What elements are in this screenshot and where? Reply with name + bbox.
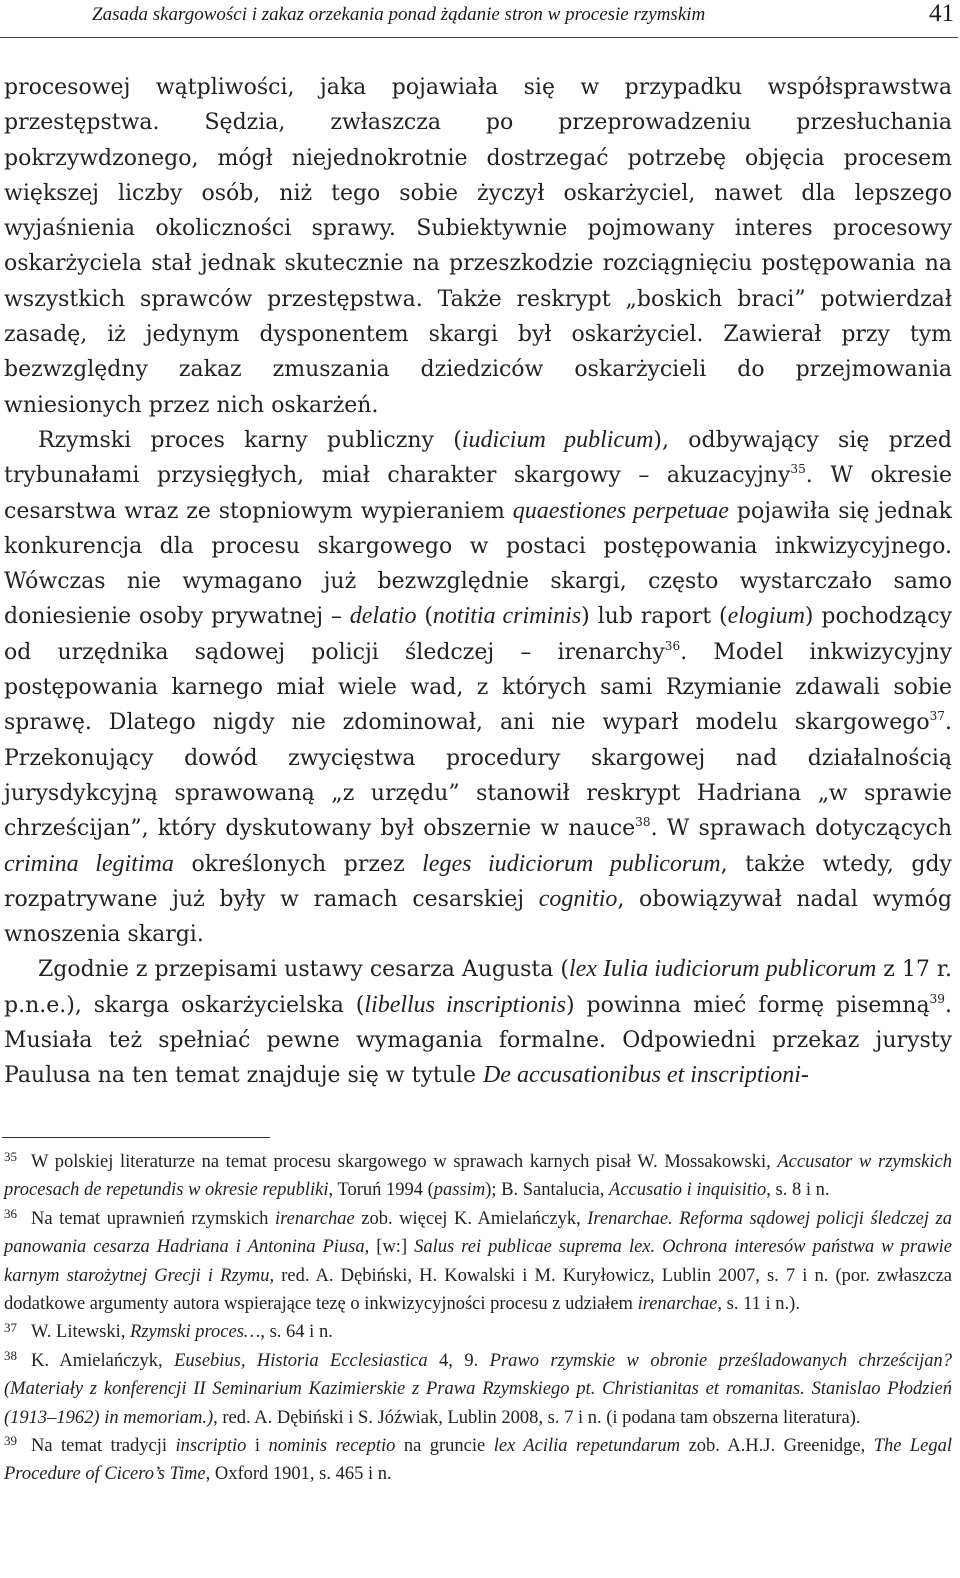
footnote-38 — [4, 1347, 952, 1432]
footnote-number: 36 — [4, 1205, 17, 1221]
footnote-ref: 37 — [929, 709, 945, 724]
italic-term: Prawo rzymskie w obronie prześladowanych chrześcijan? (Materiały z konferencji II Seminarium Kazimierskie z Prawa Rzymskiego pt. Christianitas et romanitas. Stanislao Płodzień (1913–1962) in memoriam.) — [4, 1350, 952, 1428]
text-run: . W okresie cesarstwa wraz ze stopniowym wypieraniem — [4, 463, 952, 524]
text-run: . Przekonujący dowód zwycięstwa procedury skargowej nad działalnością jurysdykcyjną sprawowaną „z urzędu” stanowił reskrypt Hadriana „w sprawie chrześcijan”, który dyskutowany był obszernie w nauce — [4, 710, 952, 842]
paragraph-2 — [4, 423, 952, 952]
italic-term: Irenarchae. Reforma sądowej policji śledczej za panowania cesarza Hadriana i Antonina Piusa — [4, 1208, 953, 1258]
footnote-number: 37 — [4, 1319, 17, 1335]
text-run: , [w:] — [364, 1237, 415, 1258]
text-run: określonych przez — [173, 851, 423, 877]
italic-term: crimina legitima — [4, 850, 174, 877]
text-run: , Oxford 1901, s. 465 i n. — [205, 1464, 392, 1485]
footnote-36 — [4, 1205, 952, 1319]
text-run: W polskiej literaturze na temat procesu skargowego w sprawach karnych pisał W. Mossakowski, — [31, 1152, 778, 1172]
text-run: pojawiła się jednak konkurencja dla procesu skargowego w postaci postępowania inkwizycyjnego. Wówczas nie wymagano już bezwzględnie skargi, często wystarczało samo doniesienie osoby prywatnej – — [4, 498, 952, 630]
footnote-ref: 38 — [635, 815, 651, 830]
text-run: . Model inkwizycyjny postępowania karnego miał wiele wad, z których sami Rzymianie zdawali sobie sprawę. Dlatego nigdy nie zdominował, ani nie wyparł modelu skargowego — [4, 639, 953, 736]
footnote-text — [31, 1322, 333, 1342]
text-run: 4, 9. — [427, 1350, 490, 1371]
footnote-number: 35 — [4, 1149, 17, 1165]
text-run: ) pochodzący od urzędnika sądowej policji śledczej – irenarchy — [4, 604, 952, 665]
italic-term: Accusatio i inquisitio — [609, 1180, 767, 1201]
text-run: ( — [416, 604, 433, 630]
footnote-text — [4, 1152, 952, 1200]
text-run: , s. 8 i n. — [766, 1180, 830, 1201]
paragraph-3 — [4, 952, 952, 1093]
header-rule — [0, 37, 958, 38]
italic-term: passim — [433, 1180, 486, 1201]
footnote-ref: 39 — [929, 991, 945, 1006]
italic-term: libellus inscriptionis — [364, 991, 566, 1018]
footnote-text — [4, 1436, 952, 1484]
footnote-ref: 36 — [664, 638, 681, 653]
text-run: , red. A. Dębiński, H. Kowalski i M. Kuryłowicz, Lublin 2007, s. 7 i n. (por. zwłaszcza dodatkowe argumenty autora wspierające tezę o inkwizycyjności procesu z udziałem — [4, 1265, 952, 1315]
text-run: ) powinna mieć formę pisemną — [565, 992, 930, 1018]
italic-term: notitia criminis — [432, 603, 582, 630]
footnotes — [4, 1148, 952, 1489]
italic-term: quaestiones perpetuae — [512, 497, 729, 524]
text-run: W. Litewski, — [31, 1322, 131, 1343]
italic-term: delatio — [349, 603, 417, 630]
italic-term: lex Iulia iudiciorum publicorum — [568, 956, 877, 983]
italic-term: cognitio — [538, 885, 618, 912]
text-run: Na temat tradycji — [31, 1436, 176, 1457]
italic-term: nominis receptio — [268, 1436, 396, 1457]
text-run: . W sprawach dotyczących — [650, 816, 952, 842]
text-run: Rzymski proces karny publiczny ( — [38, 427, 462, 453]
running-header-title: Zasada skargowości i zakaz orzekania ponad żądanie stron w procesie rzymskim — [92, 4, 706, 25]
italic-term: Rzymski proces… — [130, 1322, 261, 1343]
italic-term: irenarchae — [637, 1294, 718, 1315]
footnote-ref: 35 — [790, 462, 806, 477]
text-run: , red. A. Dębiński i S. Jóźwiak, Lublin 2008, s. 7 i n. (i podana tam obszerna literatura). — [213, 1407, 861, 1428]
italic-term: leges iudiciorum publicorum — [422, 850, 721, 877]
text-run: procesowej wątpliwości, jaka pojawiała się w przypadku współsprawstwa przestępstwa. Sędzia, zwłaszcza po przeprowadzeniu przesłuchania pokrzywdzonego, mógł niejednokrotnie dostrzegać potrzebę objęcia procesem większej liczby osób, niż tego sobie życzył oskarżyciel, nawet dla lepszego wyjaśnienia okoliczności sprawy. Subiektywnie pojmowany interes procesowy oskarżyciela stał jednak skutecznie na przeszkodzie rozciągnięciu postępowania na wszystkich sprawców przestępstwa. Także reskrypt „boskich braci” potwierdzał zasadę, iż jedynym dysponentem skargi był oskarżyciel. Zawierał przy tym bezwzględny zakaz zmuszania dziedziców oskarżycieli do przejmowania wniesionych przez nich oskarżeń. — [4, 75, 952, 418]
text-run: zob. więcej K. Amielańczyk, — [354, 1208, 588, 1229]
text-run: K. Amielańczyk, — [31, 1350, 175, 1371]
footnote-37 — [4, 1318, 952, 1346]
footnote-rule — [2, 1137, 270, 1138]
footnote-number: 39 — [4, 1433, 17, 1449]
footnote-39 — [4, 1432, 952, 1489]
footnote-text — [4, 1209, 952, 1314]
running-header — [0, 0, 960, 38]
paragraph-1 — [4, 70, 952, 423]
text-run: ); B. Santalucia, — [485, 1180, 610, 1201]
text-run: , s. 64 i n. — [260, 1322, 333, 1343]
body-text — [4, 70, 952, 1094]
text-run: , Toruń 1994 ( — [328, 1180, 434, 1201]
text-run: . Musiała też spełniać pewne wymagania formalne. Odpowiedni przekaz jurysty Paulusa na ten temat znajduje się w tytule — [4, 992, 952, 1089]
text-run: , s. 11 i n.). — [717, 1294, 800, 1315]
italic-term: irenarchae — [274, 1208, 355, 1229]
footnote-text — [4, 1351, 952, 1428]
text-run: , obowiązywał nadal wymóg wnoszenia skargi. — [4, 886, 952, 948]
text-run: ), odbywający się przed trybunałami przysięgłych, miał charakter skargowy – akuzacyjny — [4, 427, 952, 489]
text-run: z 17 r. p.n.e.), skarga oskarżycielska ( — [4, 957, 952, 1018]
italic-term: De accusationibus et inscriptioni- — [482, 1062, 809, 1089]
text-run: zob. A.H.J. Greenidge, — [680, 1436, 874, 1457]
text-run: Zgodnie z przepisami ustawy cesarza Augusta ( — [38, 957, 569, 983]
italic-term: iudicium publicum — [461, 426, 654, 453]
italic-term: lex Acilia repetundarum — [493, 1436, 681, 1457]
italic-term: elogium — [727, 603, 805, 630]
italic-term: Accusator w rzymskich procesach de repetundis w okresie republiki — [4, 1152, 952, 1201]
italic-term: Eusebius, Historia Ecclesiastica — [174, 1350, 428, 1371]
text-run: ) lub raport ( — [581, 604, 728, 630]
text-run: na gruncie — [395, 1436, 494, 1457]
text-run: , także wtedy, gdy rozpatrywane już były w ramach cesarskiej — [4, 851, 952, 912]
text-run: Na temat uprawnień rzymskich — [31, 1208, 275, 1229]
italic-term: Salus rei publicae suprema lex. Ochrona interesów państwa w prawie karnym starożytnej Grecji i Rzymu — [4, 1237, 953, 1286]
italic-term: inscriptio — [175, 1436, 247, 1457]
italic-term: The Legal Procedure of Cicero’s Time — [4, 1436, 953, 1485]
page-number: 41 — [929, 0, 954, 27]
text-run: i — [246, 1436, 269, 1457]
footnote-number: 38 — [4, 1348, 17, 1363]
footnote-35 — [4, 1148, 952, 1205]
